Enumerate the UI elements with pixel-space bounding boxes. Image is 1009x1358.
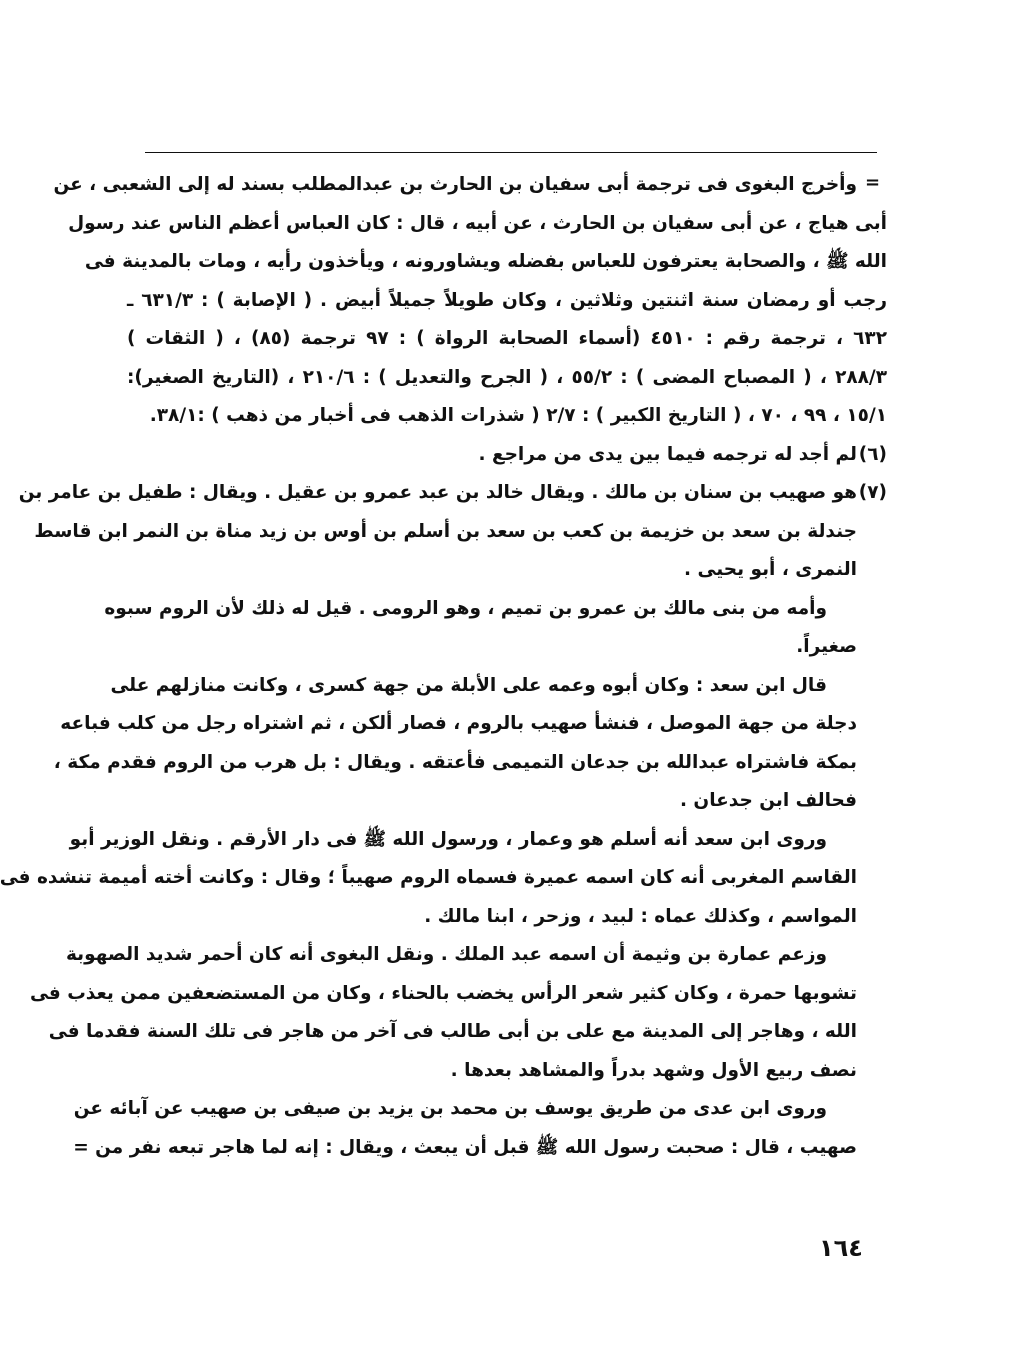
- paragraph-line: بمكة فاشتراه عبدالله بن جدعان التميمى فأعتقه . ويقال : بل هرب من الروم فقدم مكة ،: [53, 751, 857, 773]
- footnote-continued-line: وأخرج البغوى فى ترجمة أبى سفيان بن الحارث بن عبدالمطلب بسند له إلى الشعبى ، عن: [53, 174, 857, 195]
- paragraph-line: قال ابن سعد : وكان أبوه وعمه على الأبلة من جهة كسرى ، وكانت منازلهم على: [110, 674, 827, 696]
- paragraph-line: نصف ربيع الأول وشهد بدراً والمشاهد بعدها .: [450, 1059, 857, 1081]
- paragraph-line: وروى ابن سعد أنه أسلم هو وعمار ، ورسول الله ﷺ فى دار الأرقم . ونقل الوزير أبو: [69, 828, 827, 850]
- paragraph-line: تشوبها حمرة ، وكان كثير شعر الرأس يخضب بالحناء ، وكان من المستضعفين ممن يعذب فى: [29, 982, 857, 1004]
- paragraph-line: وأمه من بنى مالك بن عمرو بن تميم ، وهو الرومى . قيل له ذلك لأن الروم سبوه: [104, 597, 827, 619]
- footnote-continued-line: رجب أو رمضان سنة اثنتين وثلاثين ، وكان طويلاً جميلاً أبيض . ( الإصابة ) : ٦٣١/٣ ـ: [127, 289, 887, 311]
- paragraph-line: وزعم عمارة بن وثيمة أن اسمه عبد الملك . ونقل البغوى أنه كان أحمر شديد الصهوبة: [65, 944, 827, 965]
- footnote-continued-line: أبى هياج ، عن أبى سفيان بن الحارث ، عن أبيه ، قال : كان العباس أعظم الناس عند رسول: [68, 212, 887, 234]
- footnote-continued-line: الله ﷺ ، والصحابة يعترفون للعباس بفضله ويشاورونه ، ويأخذون رأيه ، ومات بالمدينة فى: [84, 251, 887, 272]
- footnote-6-text: لم أجد له ترجمه فيما بين يدى من مراجع .: [478, 443, 857, 465]
- paragraph-line: صهيب ، قال : صحبت رسول الله ﷺ قبل أن يبعث ، ويقال : إنه لما هاجر تبعه نفر من =: [73, 1136, 857, 1158]
- continuation-mark: =: [865, 172, 881, 193]
- paragraph-line: القاسم المغربى أنه كان اسمه عميرة فسماه الروم صهيباً ؛ وقال : وكانت أخته أميمة تنشده فى: [0, 867, 857, 888]
- paragraph-line: دجلة من جهة الموصل ، فنشأ صهيب بالروم ، فصار ألكن ، ثم اشتراه رجل من كلب فباعه: [60, 713, 857, 734]
- paragraph-line: وروى ابن عدى من طريق يوسف بن محمد بن يزيد بن صيفى بن صهيب عن آبائه عن: [73, 1098, 827, 1119]
- paragraph-line: فحالف ابن جدعان .: [679, 790, 857, 811]
- footnote-7-first-line: [18, 474, 887, 513]
- footnote-6: [127, 436, 887, 475]
- footnotes-block: [0, 166, 887, 1167]
- page-number: ١٦٤: [819, 1234, 863, 1262]
- footnote-7-line: النمرى ، أبو يحيى .: [684, 559, 857, 580]
- footnote-continued-line: ١٥/١ ، ٩٩ ، ٧٠ ، ( التاريخ الكبير ) : ٢/٧ ( شذرات الذهب فى أخبار من ذهب ) :٣٨/١.: [149, 405, 887, 426]
- footnote-7-line: جندلة بن سعد بن خزيمة بن كعب بن سعد بن أسلم بن أوس بن زيد مناة بن النمر ابن قاسط: [34, 520, 857, 542]
- paragraph-line: صغيراً.: [796, 636, 857, 657]
- footnote-7-marker: (٧): [858, 482, 887, 503]
- paragraph-line: الله ، وهاجر إلى المدينة مع على بن أبى طالب فى آخر من هاجر فى تلك السنة فقدما فى: [48, 1021, 857, 1042]
- footnote-7-text: هو صهيب بن سنان بن مالك . ويقال خالد بن عبد عمرو بن عقيل . ويقال : طفيل بن عامر بن: [18, 482, 857, 503]
- paragraph-line: المواسم ، وكذلك عماه : لبيد ، وزحر ، ابنا مالك .: [424, 905, 857, 927]
- footnote-6-marker: (٦): [858, 443, 887, 465]
- footnote-continued-line: ٢٨٨/٣ ، ( المصباح المضى ) : ٥٥/٢ ، ( الجرح والتعديل ) : ٢١٠/٦ ، (التاريخ الصغير):: [127, 366, 887, 388]
- footnote-separator-rule: [145, 152, 877, 153]
- footnote-continued-line: ٦٣٢ ، ترجمة رقم : ٤٥١٠ (أسماء الصحابة الرواة ) : ٩٧ ترجمة (٨٥) ، ( الثقات ): [127, 328, 887, 349]
